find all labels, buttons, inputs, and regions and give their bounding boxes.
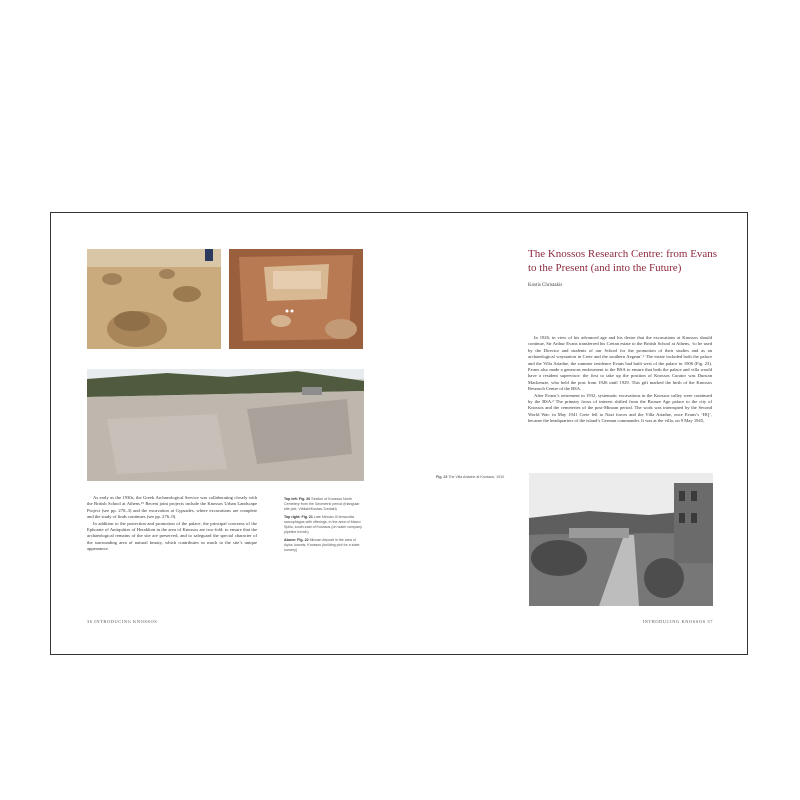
chapter-author: Kostis Christakis <box>528 283 563 288</box>
caption-fig-21 <box>284 515 364 535</box>
left-folio: 36 INTRODUCING KNOSSOS <box>87 619 158 624</box>
left-paragraph-2: In addition to the protection and promotion of the palace, the principal concerns of the Ephorate of Antiquities of Heraklion in the area of Knossos are two-fold: to ensure that the archaeological remains of the site are preserved, and to safeguard the special character of the surrounding area of natural beauty, which contributes so much to the site’s unique appearance. <box>87 520 257 552</box>
caption-fig-20-label: Top left: Fig. 20 <box>284 497 311 501</box>
caption-fig-23-text: The Villa Ariadne at Knossos, 1910 <box>448 475 505 479</box>
caption-fig-21-text: Late Minoan III terracotta sarcophagus with offerings, in the area of Mavro Spilio, south-east of Knossos (on water company pipeline trench) <box>284 515 362 534</box>
chapter-title: The Knossos Research Centre: from Evans to the Present (and into the Future) <box>528 248 718 274</box>
right-page <box>400 213 749 654</box>
right-body-text <box>528 335 712 425</box>
left-paragraph-1: As early as the 1930s, the Greek Archaeological Service was collaborating closely with the British School at Athens.¹⁵ Recent joint projects include the Knossos Urban Landscape Project (see pp. 270–3) and the excavation at Gypsades, where excavations are complete and the study of finds continues (see pp. 276–9). <box>87 495 257 520</box>
left-captions <box>284 497 364 556</box>
photo-geometric-cemetery <box>87 249 221 349</box>
photo-minoan-deposit <box>87 369 364 481</box>
right-paragraph-2: After Evans’s retirement in 1932, systematic excavations in the Knossos valley were continued by the BSA.² The primary focus of interest shifted from the Bronze Age palace to the city of Knossos and the cemeteries of the post-Minoan period. The work was interrupted by the Second World War: in May 1941 Crete fell to Nazi forces and the Villa Ariadne, once Evans’s ‘HQ’, became the headquarters of the island’s German commander. It was at the villa, on 9 May 1945, <box>528 392 712 424</box>
caption-fig-22-text: Minoan deposit in the area of Ayios Ioannis, Knossos (building plot for a state nursery) <box>284 538 360 552</box>
caption-fig-20-text: Section of Knossos North Cemetery from the Geometric period (triangular site plot, Vlellaki/Kostas-Tzedaki) <box>284 497 360 511</box>
caption-fig-23-label: Fig. 23 <box>436 475 448 479</box>
caption-fig-22-label: Above: Fig. 22 <box>284 538 309 542</box>
right-folio: INTRODUCING KNOSSOS 37 <box>642 619 713 624</box>
book-spread <box>50 212 748 655</box>
caption-fig-21-label: Top right: Fig. 21 <box>284 515 313 519</box>
caption-fig-20 <box>284 497 364 512</box>
photo-sarcophagus <box>229 249 363 349</box>
caption-fig-23 <box>436 475 526 479</box>
caption-fig-22 <box>284 538 364 553</box>
right-paragraph-1: In 1926, in view of his advanced age and his desire that the excavations at Knossos should continue, Sir Arthur Evans transferred his Cretan estate to the British School at Athens, ‘to be used by the Director and students of our School for the promotion of their studies and as an archaeological waystation in Crete and the southern Aegean’.¹ The estate included both the palace and the Villa Ariadne, the summer residence Evans had built west of the palace in 1906 (Fig. 23). Evans also made a generous endowment to the BSA to ensure that both the palace and villa would have a resident supervisor: the first to take up the position of Knossos Curator was Duncan Mackenzie, who held the post from 1926 until 1929. This gift marked the birth of the Knossos Research Centre of the BSA. <box>528 335 712 392</box>
photo-villa-ariadne <box>529 473 713 606</box>
left-body-text <box>87 495 257 553</box>
left-page <box>51 213 400 654</box>
